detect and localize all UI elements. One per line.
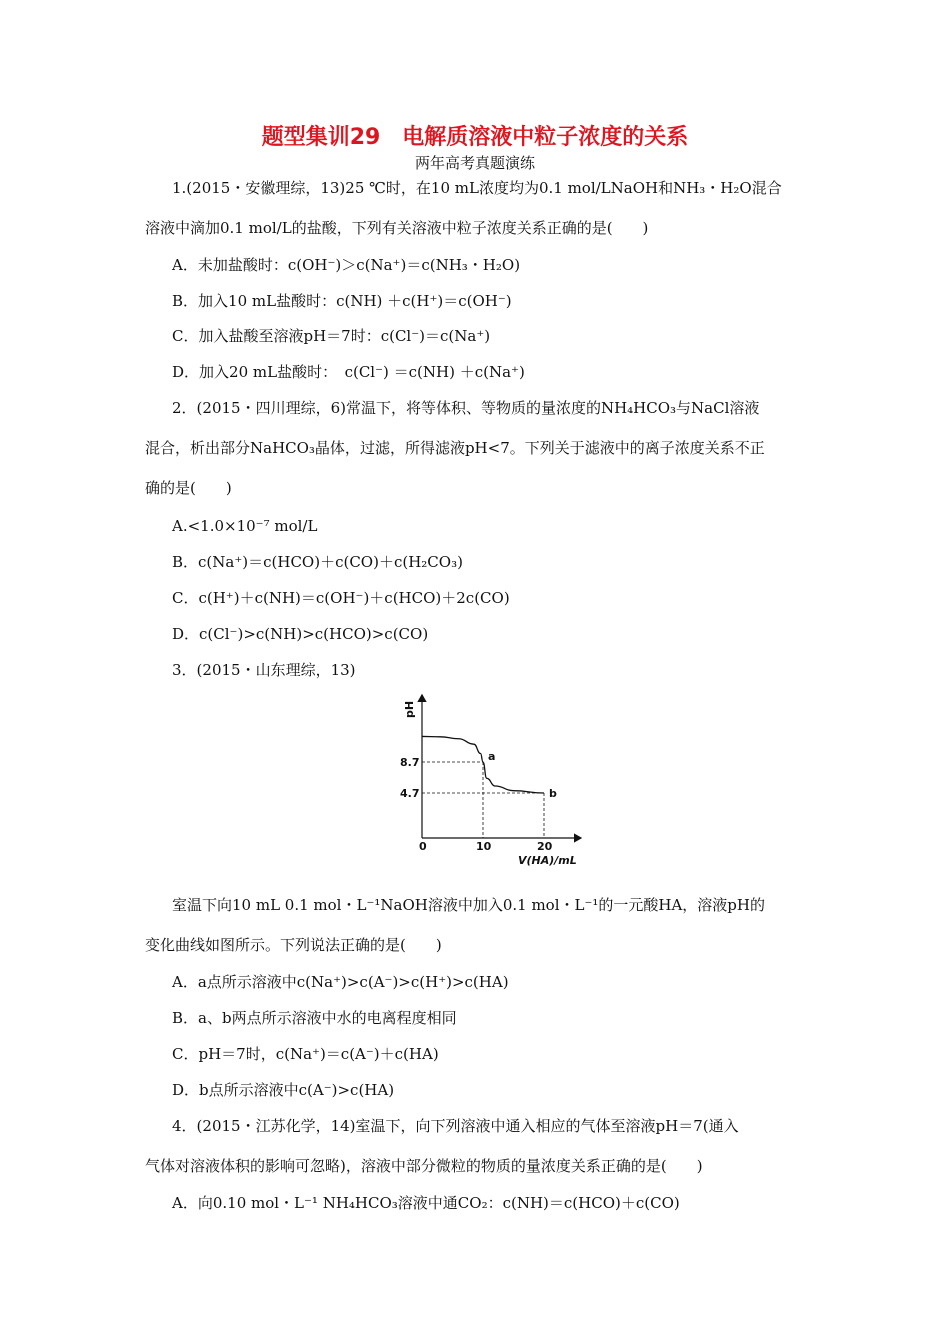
q3-option-a: A．a点所示溶液中c(Na⁺)>c(A⁻)>c(H⁺)>c(HA) (172, 973, 509, 991)
ph-titration-chart (385, 690, 595, 875)
q1-option-b: B．加入10 mL盐酸时：c(NH) ＋c(H⁺)＝c(OH⁻) (172, 292, 512, 310)
q4-stem-line1: 4．(2015・江苏化学，14)室温下，向下列溶液中通入相应的气体至溶液pH＝7(通入 (172, 1117, 739, 1135)
y-axis-label: pH (403, 700, 416, 718)
q2-option-a: A.<1.0×10⁻⁷ mol/L (172, 517, 318, 535)
q1-option-c: C．加入盐酸至溶液pH＝7时：c(Cl⁻)＝c(Na⁺) (172, 327, 491, 345)
q4-option-a: A．向0.10 mol・L⁻¹ NH₄HCO₃溶液中通CO₂：c(NH)＝c(HCO)＋c(CO) (172, 1194, 680, 1212)
chart-marks (400, 736, 557, 853)
point-label-b: b (549, 787, 557, 800)
q3-option-c: C．pH＝7时，c(Na⁺)＝c(A⁻)＋c(HA) (172, 1045, 439, 1063)
q1-stem-line2: 溶液中滴加0.1 mol/L的盐酸，下列有关溶液中粒子浓度关系正确的是( ) (145, 219, 649, 237)
q3-stem-line2: 变化曲线如图所示。下列说法正确的是( ) (145, 936, 442, 954)
q1-option-a: A．未加盐酸时：c(OH⁻)＞c(Na⁺)＝c(NH₃・H₂O) (172, 256, 521, 274)
q2-option-d: D．c(Cl⁻)>c(NH)>c(HCO)>c(CO) (172, 625, 429, 643)
q3-stem-line1: 室温下向10 mL 0.1 mol・L⁻¹NaOH溶液中加入0.1 mol・L⁻¹的一元酸HA，溶液pH的 (172, 896, 765, 914)
y-tick-label: 4.7 (400, 787, 420, 800)
q2-stem-line1: 2．(2015・四川理综，6)常温下，将等体积、等物质的量浓度的NH₄HCO₃与NaCl溶液 (172, 399, 760, 417)
q3-stem-header: 3．(2015・山东理综，13) (172, 661, 356, 679)
y-tick-label: 8.7 (400, 756, 420, 769)
q1-stem-line1: 1.(2015・安徽理综，13)25 ℃时，在10 mL浓度均为0.1 mol/LNaOH和NH₃・H₂O混合 (172, 179, 782, 197)
q3-option-b: B．a、b两点所示溶液中水的电离程度相同 (172, 1009, 457, 1027)
x-tick-label: 20 (537, 840, 553, 853)
point-label-a: a (488, 750, 496, 763)
q1-option-d: D．加入20 mL盐酸时： c(Cl⁻) ＝c(NH) ＋c(Na⁺) (172, 363, 525, 381)
q3-option-d: D．b点所示溶液中c(A⁻)>c(HA) (172, 1081, 395, 1099)
x-axis-label: V(HA)/mL (518, 854, 577, 867)
q2-stem-line3: 确的是( ) (145, 479, 232, 497)
x-tick-label: 10 (476, 840, 492, 853)
origin-label: 0 (419, 840, 427, 853)
q4-stem-line2: 气体对溶液体积的影响可忽略)，溶液中部分微粒的物质的量浓度关系正确的是( ) (145, 1157, 703, 1175)
q2-option-c: C．c(H⁺)＋c(NH)＝c(OH⁻)＋c(HCO)＋2c(CO) (172, 589, 510, 607)
page-title: 题型集训29 电解质溶液中粒子浓度的关系 (261, 125, 689, 150)
page-subtitle: 两年高考真题演练 (414, 154, 535, 172)
q2-option-b: B．c(Na⁺)＝c(HCO)＋c(CO)＋c(H₂CO₃) (172, 553, 463, 571)
q2-stem-line2: 混合，析出部分NaHCO₃晶体，过滤，所得滤液pH<7。下列关于滤液中的离子浓度关系不正 (145, 439, 765, 457)
